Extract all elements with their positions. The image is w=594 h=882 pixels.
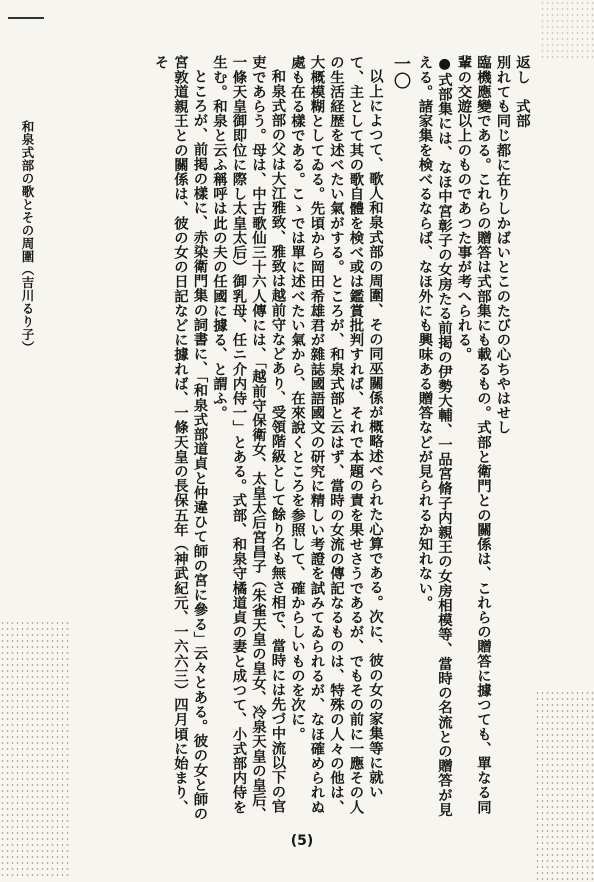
paragraph-intro: 以上によつて、歌人和泉式部の周圍、その同巫關係が概略述べられた心算である。次に、彼の女の家集等に就いて、主として其の歌自體を検べ或は鑑賞批判すれば、それで本題の責を果せさうであるが、でもその前に一應その人の生活経歴を述べたい氣がする。ところが、和泉式部と云はず、當時の女流の傳記なるものは、特殊の人々の他は、大概模糊としてゐる。先頃から岡田希雄君が雜誌國語國文の研究に精しい考證を試みてゐられるが、なほ確められぬ處も在る樣である。こゝでは單に述べたい氣から、在來說くところを参照して、確からしいものを次に。 [289,55,384,815]
paragraph-note: ●式部集には、なほ中宮彰子の女房たる前掲の伊勢大輔、一品宮脩子内親王の女房相模等、當時の名流との贈答が見える。諸家集を検べるならば、なほ外にも興味ある贈答などが見られるか知れない。 [416,55,453,817]
paper-speckle [535,690,594,880]
top-rule [8,17,44,19]
running-head: 和泉式部の歌とその周圍（吉川るり子） [20,120,35,354]
section-number: 一〇 [390,55,410,90]
paragraph-relations: ところが、前掲の樣に、赤染衛門集の詞書に、「和泉式部道貞と仲違ひて師の宮に參る」云々とある。彼の女と師の宮敦道親王との關係は、彼の女の日記などに據れば、一條天皇の長保五年（神武紀元、一六六三）四月頃に始まり、そ [152,55,209,822]
page-number: (5) [290,833,314,849]
paper-speckle [0,620,70,880]
paragraph-parents: 和泉式部の父は大江雅致、雅致は越前守などあり、受領階級として餘り名も無さ相で、當時には先づ中流以下の官吏であらう。母は、中古歌仙三十六人傳には、「越前守保衛女、太皇太后宮昌子（朱雀天皇の皇女、冷泉天皇の皇后、一條天皇御即位に際し太皇太后）御乳母、任ニ介内侍一」とある。式部、和泉守橘道貞の妻と成つて、小式部内侍を生む。和泉と云ふ稱呼は此の夫の任國に據る、と謂ふ。 [211,55,287,822]
paper-speckle [540,0,594,60]
body-text [151,55,532,825]
poem-attribution: 返し 式部 [514,55,531,128]
poem-text: 別れても同じ都に在りしかばいとこのたびの心ちやはせし [494,55,512,435]
paragraph-commentary: 臨機應變である。これらの贈答は式部集にも載るもの。式部と衛門との關係は、これらの贈答に據つても、單なる同輩の交遊以上のものであつた事が考へられる。 [455,55,492,815]
